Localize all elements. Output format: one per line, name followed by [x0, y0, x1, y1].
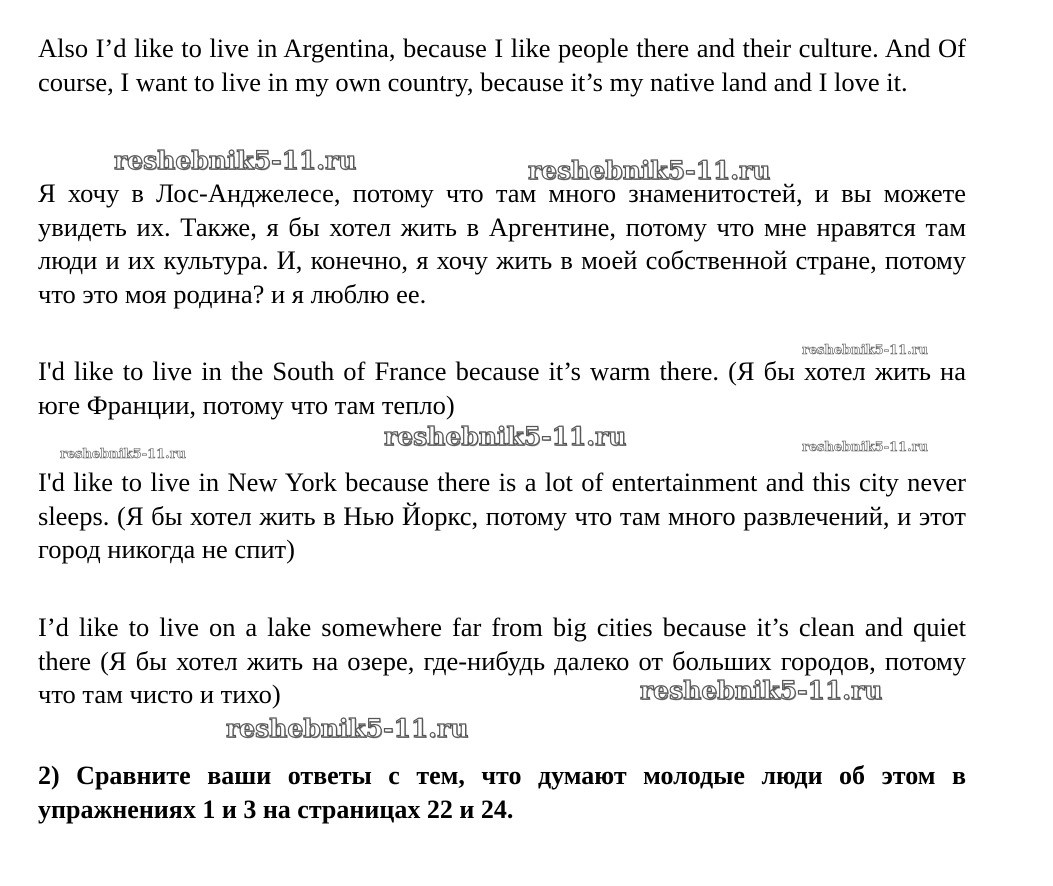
- watermark-logo: reshebnik5-11.ru: [640, 676, 883, 705]
- watermark-logo: reshebnik5-11.ru: [114, 146, 357, 175]
- watermark-logo: reshebnik5-11.ru: [226, 714, 469, 743]
- paragraph-argentina: Also I’d like to live in Argentina, because I like people there and their culture. And Of course, I want to live in my own country, because it’s my native land and I love it.: [38, 33, 966, 97]
- watermark-logo: reshebnik5-11.ru: [802, 440, 929, 455]
- paragraph-new-york: I'd like to live in New York because there is a lot of entertainment and this city never sleeps. (Я бы хотел жить в Нью Йоркс, потому что там много развлечений, и этот город никогда не спит): [38, 467, 966, 564]
- watermark-logo: reshebnik5-11.ru: [384, 422, 627, 451]
- paragraph-lake: I’d like to live on a lake somewhere far from big cities because it’s clean and quiet there (Я бы хотел жить на озере, где-нибудь далеко от больших городов, потому что там чисто и тихо): [38, 612, 966, 709]
- paragraph-russian-translation: Я хочу в Лос-Анджелесе, потому что там много знаменитостей, и вы можете увидеть их. Также, я бы хотел жить в Аргентине, потому что мне нравятся там люди и их культура. И, конечно, я хочу жить в моей собственной стране, потому что это моя родина? и я люблю ее.: [38, 178, 966, 309]
- watermark-logo: reshebnik5-11.ru: [60, 447, 187, 462]
- watermark-logo: reshebnik5-11.ru: [528, 156, 771, 185]
- task-instruction: 2) Сравните ваши ответы с тем, что думают молодые люди об этом в упражнениях 1 и 3 на страницах 22 и 24.: [38, 761, 966, 824]
- paragraph-south-of-france: I'd like to live in the South of France because it’s warm there. (Я бы хотел жить на юге Франции, потому что там тепло): [38, 356, 966, 420]
- watermark-logo: reshebnik5-11.ru: [802, 343, 929, 358]
